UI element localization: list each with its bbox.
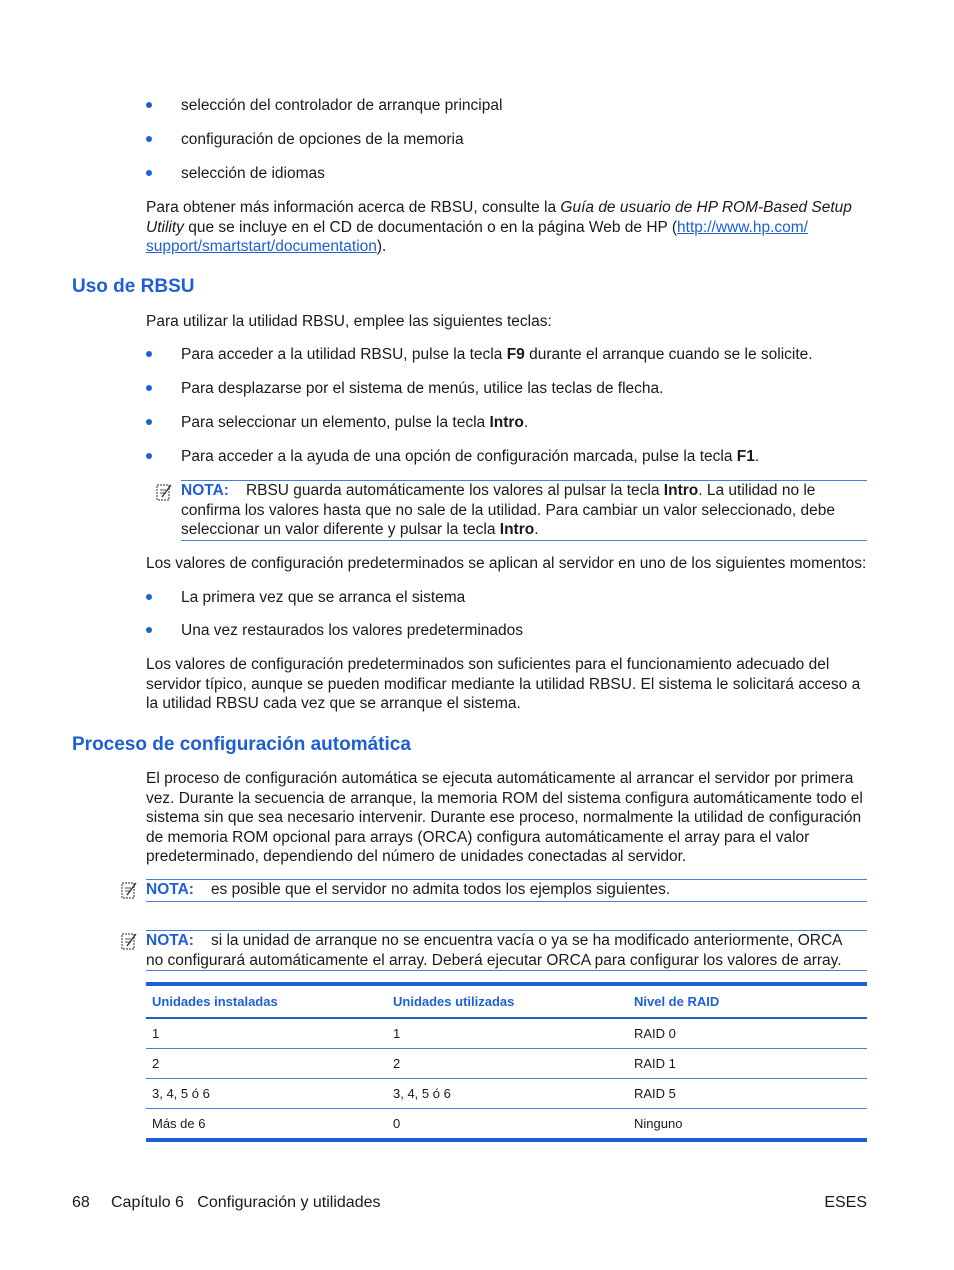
note-pad-icon: [121, 881, 137, 899]
note-label: NOTA:: [146, 881, 194, 898]
bullet-dot-icon: [146, 419, 152, 425]
table-cell: 1: [387, 1018, 628, 1049]
note-label: NOTA:: [181, 482, 229, 499]
intro-paragraph: Para obtener más información acerca de RBSU, consulte la Guía de usuario de HP ROM-Based Setup Utility que se incluye en el CD de documentación o en la página Web de HP (http://www.hp.com/ support/smartstart/documentation).: [146, 199, 852, 255]
table-cell: RAID 0: [628, 1018, 867, 1049]
table-cell: Más de 6: [152, 1115, 206, 1131]
bullet-dot-icon: [146, 453, 152, 459]
table-cell: 0: [393, 1115, 401, 1131]
table-cell: RAID 1: [628, 1049, 867, 1079]
closing-paragraph: Los valores de configuración predeterminados son suficientes para el funcionamiento adecuado del servidor típico, aunque se pueden modificar mediante la utilidad RBSU. El sistema le solicitará acceso a la utilidad RBSU cada vez que se arranque el sistema.: [146, 656, 861, 712]
section-heading-uso-rbsu: Uso de RBSU: [72, 276, 195, 297]
table-cell: 3, 4, 5 ó 6: [387, 1079, 628, 1109]
table-cell: 2: [146, 1049, 387, 1079]
section-heading-proceso: Proceso de configuración automática: [72, 734, 411, 755]
table-cell: 1: [146, 1018, 387, 1049]
bullet-dot-icon: [146, 170, 152, 176]
note-box: NOTA: es posible que el servidor no admita todos los ejemplos siguientes.: [146, 879, 867, 902]
bullet-dot-icon: [146, 627, 152, 633]
language-code: ESES: [824, 1194, 867, 1211]
note-pad-icon: [156, 483, 172, 501]
table-row: [146, 1049, 867, 1079]
col-header-unidades-utilizadas: Unidades utilizadas: [387, 984, 628, 1018]
guide-title-cont: Utility: [146, 218, 184, 236]
table-cell: 3, 4, 5 ó 6: [146, 1079, 387, 1109]
note-label: NOTA:: [146, 932, 194, 949]
hp-link[interactable]: http://www.hp.com/: [677, 218, 808, 236]
bullet-dot-icon: [146, 385, 152, 391]
key-intro: Intro: [489, 414, 524, 431]
table-cell: RAID 5: [628, 1079, 867, 1109]
raid-table: [146, 982, 867, 1142]
bullet-dot-icon: [146, 102, 152, 108]
hp-link-cont[interactable]: support/smartstart/documentation: [146, 238, 377, 255]
note-box: NOTA: si la unidad de arranque no se encuentra vacía o ya se ha modificado anteriormente, ORCA no configurará automáticamente el array. Deberá ejecutar ORCA para configurar los valores de array.: [146, 930, 867, 971]
bullet-dot-icon: [146, 136, 152, 142]
bullet-dot-icon: [146, 594, 152, 600]
table-cell: Ninguno: [634, 1115, 683, 1131]
page-number: 68: [72, 1194, 90, 1211]
section1-lead: Para utilizar la utilidad RBSU, emplee las siguientes teclas:: [146, 313, 552, 330]
note-pad-icon: [121, 932, 137, 950]
guide-title: Guía de usuario de HP ROM-Based Setup: [560, 199, 852, 216]
table-header-row: [146, 984, 867, 1018]
defaults-lead: Los valores de configuración predeterminados se aplican al servidor en uno de los siguientes momentos:: [146, 555, 867, 572]
table-cell: 2: [387, 1049, 628, 1079]
table-row: [146, 1018, 867, 1049]
section2-paragraph: El proceso de configuración automática se ejecuta automáticamente al arrancar el servidor por primera vez. Durante la secuencia de arranque, la memoria ROM del sistema configura automáticamente todo el sistema sin que sea necesario intervenir. Durante ese proceso, normalmente la utilidad de configuración de memoria ROM opcional para arrays (ORCA) configura automáticamente el array para el valor predeterminado, dependiendo del número de unidades conectadas al servidor.: [146, 770, 863, 865]
col-header-unidades-instaladas: Unidades instaladas: [146, 984, 387, 1018]
key-f9: F9: [506, 346, 525, 363]
bullet-dot-icon: [146, 351, 152, 357]
note-box: NOTA: RBSU guarda automáticamente los valores al pulsar la tecla Intro. La utilidad no le confirma los valores hasta que no sale de la utilidad. Para cambiar un valor seleccionado, debe seleccionar un valor diferente y pulsar la tecla Intro.: [181, 480, 867, 541]
table-row: [146, 1079, 867, 1109]
table-row: [146, 1109, 867, 1141]
key-f1: F1: [736, 448, 755, 465]
col-header-nivel-raid: Nivel de RAID: [628, 984, 867, 1018]
chapter-title: Capítulo 6 Configuración y utilidades: [111, 1194, 381, 1211]
